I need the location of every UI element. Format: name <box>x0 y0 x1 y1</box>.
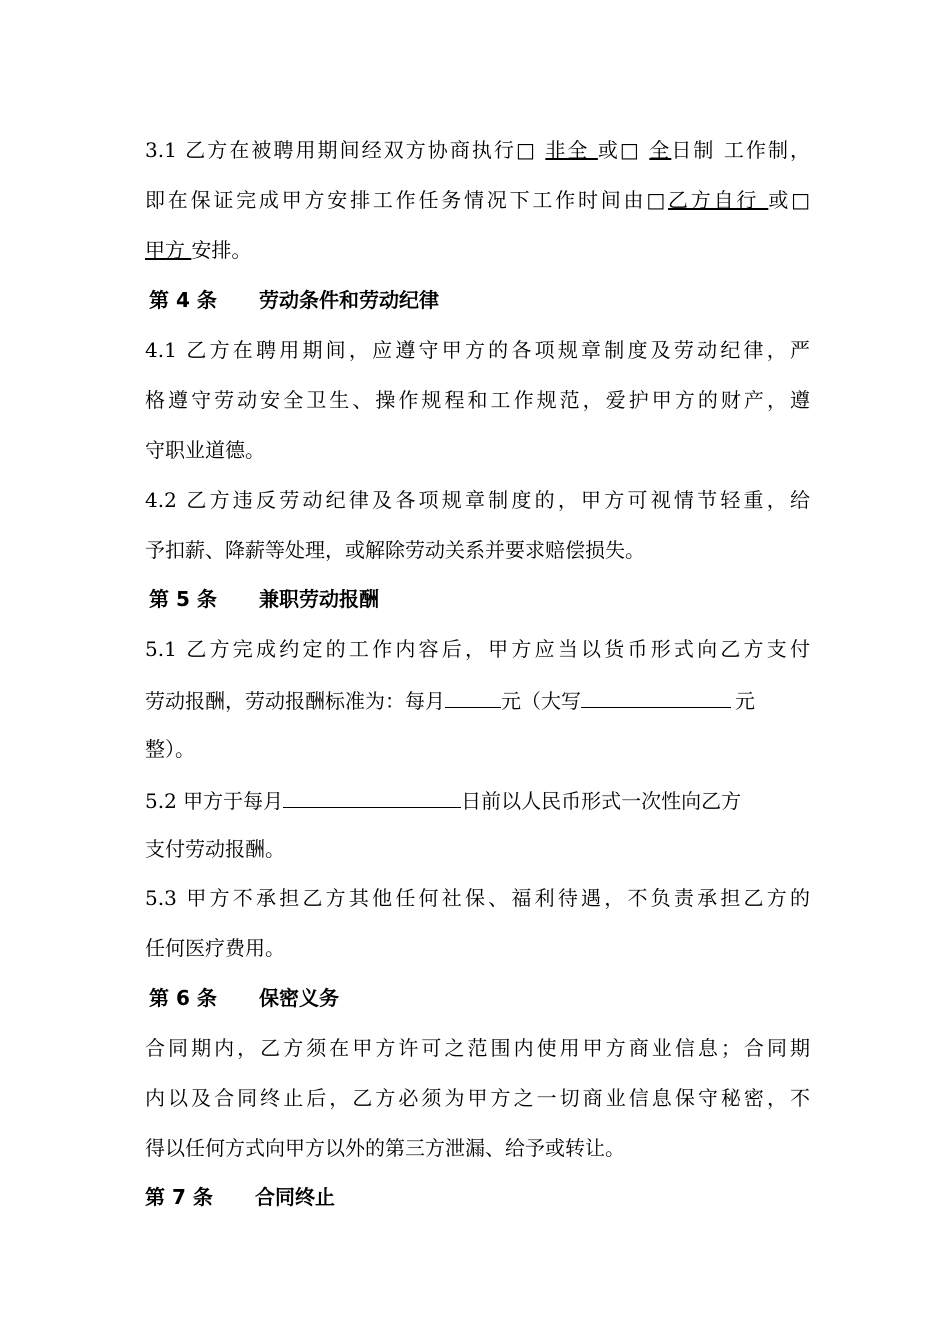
paragraph-line: 4.2 乙方违反劳动纪律及各项规章制度的，甲方可视情节轻重，给 <box>145 488 810 512</box>
clause-number: 第 7 条 <box>145 1185 213 1209</box>
paragraph-line: 支付劳动报酬。 <box>145 837 285 861</box>
clause-3-1-line-2 <box>145 188 810 212</box>
paragraph-text: 元 <box>735 689 755 713</box>
clause-title: 兼职劳动报酬 <box>259 587 379 611</box>
paragraph-text: 5.2 甲方于每月 <box>145 789 284 813</box>
paragraph-line <box>145 687 810 713</box>
clause-3-1-text: 即在保证完成甲方安排工作任务情况下工作时间由□ <box>145 188 669 212</box>
clause-title: 合同终止 <box>255 1185 335 1209</box>
clause-3-1-text: 安排。 <box>191 238 252 262</box>
clause-3-1-text: 3.1 乙方在被聘用期间经双方协商执行□ <box>145 138 546 162</box>
clause-7-heading <box>145 1185 335 1209</box>
paragraph-line: 守职业道德。 <box>145 438 265 462</box>
clause-3-1-text: 日制 工作制， <box>671 138 811 162</box>
clause-3-1-line-3 <box>145 238 810 262</box>
clause-title: 保密义务 <box>259 986 339 1010</box>
paragraph-line: 得以任何方式向甲方以外的第三方泄漏、给予或转让。 <box>145 1136 625 1160</box>
clause-3-1-line-1 <box>145 138 810 162</box>
paragraph-line: 5.3 甲方不承担乙方其他任何社保、福利待遇，不负责承担乙方的 <box>145 886 810 910</box>
paragraph-line: 予扣薪、降薪等处理，或解除劳动关系并要求赔偿损失。 <box>145 538 645 562</box>
blank-pay-day-field[interactable] <box>283 787 461 808</box>
clause-number: 第 4 条 <box>149 288 217 312</box>
option-party-a: 甲方 <box>145 238 192 262</box>
paragraph-line: 4.1 乙方在聘用期间，应遵守甲方的各项规章制度及劳动纪律，严 <box>145 338 810 362</box>
blank-amount-words-field[interactable] <box>581 687 731 708</box>
clause-number: 第 6 条 <box>149 986 217 1010</box>
paragraph-line: 格遵守劳动安全卫生、操作规程和工作规范，爱护甲方的财产，遵 <box>145 388 810 412</box>
paragraph-text: 劳动报酬，劳动报酬标准为：每月 <box>145 689 445 713</box>
paragraph-line <box>145 787 810 813</box>
paragraph-line: 任何医疗费用。 <box>145 936 285 960</box>
clause-title: 劳动条件和劳动纪律 <box>259 288 439 312</box>
blank-amount-field[interactable] <box>445 687 501 708</box>
paragraph-text: 日前以人民币形式一次性向乙方 <box>461 789 742 813</box>
clause-3-1-text: 或□ <box>768 188 810 212</box>
paragraph-line: 整）。 <box>145 737 195 761</box>
paragraph-line: 合同期内，乙方须在甲方许可之范围内使用甲方商业信息；合同期 <box>145 1036 810 1060</box>
option-part-time: 非全 <box>545 138 598 162</box>
clause-number: 第 5 条 <box>149 587 217 611</box>
paragraph-line: 5.1 乙方完成约定的工作内容后，甲方应当以货币形式向乙方支付 <box>145 637 810 661</box>
paragraph-line: 内以及合同终止后，乙方必须为甲方之一切商业信息保守秘密，不 <box>145 1086 810 1110</box>
clause-3-1-text: 或□ <box>597 138 650 162</box>
option-full-time: 全 <box>649 138 672 162</box>
clause-6-heading <box>149 986 339 1010</box>
option-party-b: 乙方自行 <box>668 188 769 212</box>
clause-4-heading <box>149 288 439 312</box>
paragraph-text: 元（大写 <box>501 689 581 713</box>
clause-5-heading <box>149 587 379 611</box>
